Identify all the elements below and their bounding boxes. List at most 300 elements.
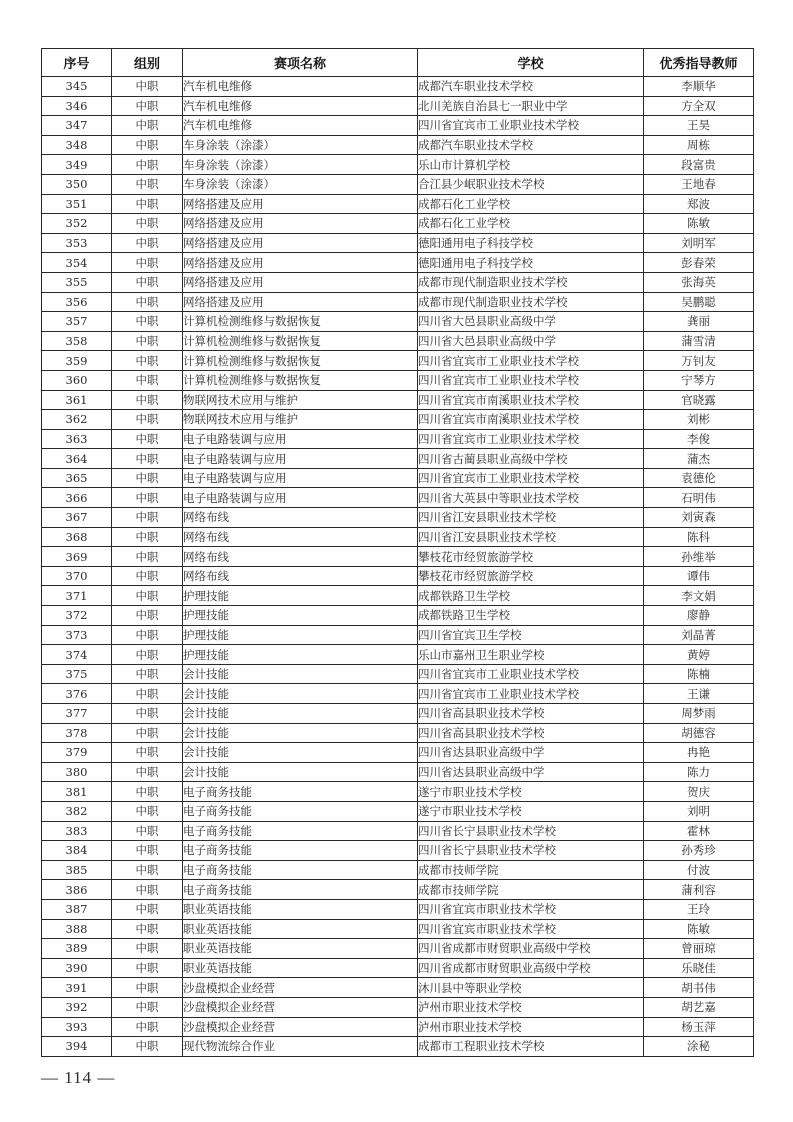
- cell-serial-number: 384: [42, 841, 112, 861]
- cell-serial-number: 361: [42, 390, 112, 410]
- cell-group: 中职: [112, 841, 183, 861]
- cell-group: 中职: [112, 664, 183, 684]
- cell-group: 中职: [112, 899, 183, 919]
- cell-school: 四川省宜宾市工业职业技术学校: [418, 664, 644, 684]
- cell-school: 沐川县中等职业学校: [418, 978, 644, 998]
- cell-serial-number: 394: [42, 1037, 112, 1057]
- cell-instructor: 陈科: [644, 527, 754, 547]
- header-group: 组别: [112, 49, 183, 77]
- table-row: [42, 312, 754, 332]
- cell-competition-name: 护理技能: [183, 606, 418, 626]
- cell-competition-name: 会计技能: [183, 762, 418, 782]
- table-row: [42, 233, 754, 253]
- cell-competition-name: 电子商务技能: [183, 841, 418, 861]
- table-row: [42, 684, 754, 704]
- cell-competition-name: 沙盘模拟企业经营: [183, 1017, 418, 1037]
- cell-instructor: 袁德伦: [644, 468, 754, 488]
- table-row: [42, 449, 754, 469]
- cell-school: 成都铁路卫生学校: [418, 586, 644, 606]
- cell-competition-name: 电子电路装调与应用: [183, 429, 418, 449]
- cell-competition-name: 网络搭建及应用: [183, 272, 418, 292]
- cell-serial-number: 357: [42, 312, 112, 332]
- cell-competition-name: 车身涂装（涂漆）: [183, 135, 418, 155]
- cell-serial-number: 366: [42, 488, 112, 508]
- cell-instructor: 付波: [644, 860, 754, 880]
- table-row: [42, 194, 754, 214]
- cell-serial-number: 364: [42, 449, 112, 469]
- header-competition-name: 赛项名称: [183, 49, 418, 77]
- cell-group: 中职: [112, 96, 183, 116]
- table-row: [42, 468, 754, 488]
- cell-instructor: 蒲雪清: [644, 331, 754, 351]
- cell-group: 中职: [112, 292, 183, 312]
- cell-instructor: 曾丽琼: [644, 939, 754, 959]
- cell-serial-number: 387: [42, 899, 112, 919]
- cell-serial-number: 378: [42, 723, 112, 743]
- table-row: [42, 96, 754, 116]
- table-row: [42, 429, 754, 449]
- cell-instructor: 刘寅森: [644, 508, 754, 528]
- cell-school: 四川省古蔺县职业高级中学校: [418, 449, 644, 469]
- cell-group: 中职: [112, 312, 183, 332]
- cell-school: 四川省宜宾市工业职业技术学校: [418, 116, 644, 136]
- cell-serial-number: 375: [42, 664, 112, 684]
- cell-competition-name: 网络搭建及应用: [183, 233, 418, 253]
- table-row: [42, 919, 754, 939]
- cell-school: 四川省长宁县职业技术学校: [418, 841, 644, 861]
- cell-instructor: 郑波: [644, 194, 754, 214]
- cell-school: 四川省江安县职业技术学校: [418, 508, 644, 528]
- cell-group: 中职: [112, 233, 183, 253]
- cell-instructor: 王谦: [644, 684, 754, 704]
- cell-serial-number: 350: [42, 174, 112, 194]
- cell-serial-number: 359: [42, 351, 112, 371]
- table-row: [42, 135, 754, 155]
- cell-group: 中职: [112, 527, 183, 547]
- cell-group: 中职: [112, 997, 183, 1017]
- cell-school: 合江县少岷职业技术学校: [418, 174, 644, 194]
- cell-group: 中职: [112, 194, 183, 214]
- cell-instructor: 蒲杰: [644, 449, 754, 469]
- table-row: [42, 527, 754, 547]
- cell-group: 中职: [112, 821, 183, 841]
- cell-competition-name: 计算机检测维修与数据恢复: [183, 351, 418, 371]
- cell-competition-name: 网络布线: [183, 508, 418, 528]
- cell-competition-name: 电子商务技能: [183, 782, 418, 802]
- cell-competition-name: 汽车机电维修: [183, 77, 418, 97]
- cell-instructor: 冉艳: [644, 743, 754, 763]
- cell-competition-name: 车身涂装（涂漆）: [183, 174, 418, 194]
- cell-school: 攀枝花市经贸旅游学校: [418, 547, 644, 567]
- cell-competition-name: 会计技能: [183, 664, 418, 684]
- cell-group: 中职: [112, 331, 183, 351]
- cell-school: 四川省成都市财贸职业高级中学校: [418, 958, 644, 978]
- table-row: [42, 1037, 754, 1057]
- table-row: [42, 899, 754, 919]
- cell-instructor: 张海英: [644, 272, 754, 292]
- cell-group: 中职: [112, 410, 183, 430]
- cell-group: 中职: [112, 684, 183, 704]
- cell-school: 成都市技师学院: [418, 880, 644, 900]
- cell-group: 中职: [112, 743, 183, 763]
- cell-competition-name: 电子电路装调与应用: [183, 468, 418, 488]
- cell-instructor: 胡德容: [644, 723, 754, 743]
- table-row: [42, 253, 754, 273]
- cell-school: 四川省江安县职业技术学校: [418, 527, 644, 547]
- cell-competition-name: 职业英语技能: [183, 939, 418, 959]
- table-row: [42, 704, 754, 724]
- cell-instructor: 孙维举: [644, 547, 754, 567]
- cell-competition-name: 网络搭建及应用: [183, 194, 418, 214]
- cell-school: 德阳通用电子科技学校: [418, 233, 644, 253]
- cell-school: 四川省大邑县职业高级中学: [418, 331, 644, 351]
- cell-competition-name: 汽车机电维修: [183, 96, 418, 116]
- cell-competition-name: 物联网技术应用与维护: [183, 410, 418, 430]
- table-row: [42, 272, 754, 292]
- cell-instructor: 王玲: [644, 899, 754, 919]
- cell-school: 泸州市职业技术学校: [418, 1017, 644, 1037]
- cell-school: 北川羌族自治县七一职业中学: [418, 96, 644, 116]
- cell-group: 中职: [112, 429, 183, 449]
- cell-school: 成都石化工业学校: [418, 194, 644, 214]
- cell-competition-name: 会计技能: [183, 704, 418, 724]
- cell-school: 四川省宜宾市南溪职业技术学校: [418, 410, 644, 430]
- cell-group: 中职: [112, 704, 183, 724]
- cell-school: 成都市工程职业技术学校: [418, 1037, 644, 1057]
- cell-group: 中职: [112, 1037, 183, 1057]
- cell-group: 中职: [112, 801, 183, 821]
- cell-instructor: 贺庆: [644, 782, 754, 802]
- table-body: [42, 77, 754, 1057]
- cell-serial-number: 389: [42, 939, 112, 959]
- cell-serial-number: 393: [42, 1017, 112, 1037]
- table-row: [42, 586, 754, 606]
- cell-group: 中职: [112, 449, 183, 469]
- table-row: [42, 370, 754, 390]
- cell-competition-name: 沙盘模拟企业经营: [183, 997, 418, 1017]
- cell-group: 中职: [112, 390, 183, 410]
- cell-school: 德阳通用电子科技学校: [418, 253, 644, 273]
- table-row: [42, 841, 754, 861]
- cell-serial-number: 370: [42, 566, 112, 586]
- cell-competition-name: 计算机检测维修与数据恢复: [183, 331, 418, 351]
- cell-instructor: 李俊: [644, 429, 754, 449]
- cell-serial-number: 391: [42, 978, 112, 998]
- cell-school: 遂宁市职业技术学校: [418, 782, 644, 802]
- cell-instructor: 胡书伟: [644, 978, 754, 998]
- cell-school: 四川省达县职业高级中学: [418, 762, 644, 782]
- cell-school: 成都汽车职业技术学校: [418, 135, 644, 155]
- cell-instructor: 李顺华: [644, 77, 754, 97]
- table-row: [42, 410, 754, 430]
- table-row: [42, 939, 754, 959]
- table-row: [42, 155, 754, 175]
- cell-competition-name: 电子电路装调与应用: [183, 449, 418, 469]
- cell-serial-number: 369: [42, 547, 112, 567]
- cell-group: 中职: [112, 978, 183, 998]
- table-row: [42, 292, 754, 312]
- cell-group: 中职: [112, 351, 183, 371]
- cell-group: 中职: [112, 586, 183, 606]
- cell-competition-name: 电子商务技能: [183, 860, 418, 880]
- cell-serial-number: 346: [42, 96, 112, 116]
- cell-serial-number: 371: [42, 586, 112, 606]
- cell-instructor: 霍林: [644, 821, 754, 841]
- cell-school: 四川省高县职业技术学校: [418, 704, 644, 724]
- cell-school: 四川省宜宾市职业技术学校: [418, 899, 644, 919]
- cell-serial-number: 388: [42, 919, 112, 939]
- cell-group: 中职: [112, 919, 183, 939]
- cell-group: 中职: [112, 782, 183, 802]
- table-row: [42, 331, 754, 351]
- cell-school: 四川省宜宾市工业职业技术学校: [418, 370, 644, 390]
- cell-group: 中职: [112, 566, 183, 586]
- cell-instructor: 陈敏: [644, 919, 754, 939]
- cell-serial-number: 390: [42, 958, 112, 978]
- cell-school: 遂宁市职业技术学校: [418, 801, 644, 821]
- cell-serial-number: 383: [42, 821, 112, 841]
- cell-school: 四川省宜宾市工业职业技术学校: [418, 468, 644, 488]
- cell-serial-number: 352: [42, 214, 112, 234]
- cell-serial-number: 386: [42, 880, 112, 900]
- table-row: [42, 664, 754, 684]
- cell-serial-number: 381: [42, 782, 112, 802]
- cell-group: 中职: [112, 272, 183, 292]
- cell-group: 中职: [112, 880, 183, 900]
- cell-competition-name: 网络搭建及应用: [183, 253, 418, 273]
- cell-group: 中职: [112, 508, 183, 528]
- cell-competition-name: 网络布线: [183, 547, 418, 567]
- cell-serial-number: 376: [42, 684, 112, 704]
- table-row: [42, 488, 754, 508]
- cell-instructor: 涂秘: [644, 1037, 754, 1057]
- cell-school: 四川省宜宾市工业职业技术学校: [418, 684, 644, 704]
- cell-school: 成都市现代制造职业技术学校: [418, 292, 644, 312]
- cell-competition-name: 汽车机电维修: [183, 116, 418, 136]
- cell-instructor: 廖静: [644, 606, 754, 626]
- cell-competition-name: 计算机检测维修与数据恢复: [183, 312, 418, 332]
- cell-group: 中职: [112, 370, 183, 390]
- cell-serial-number: 354: [42, 253, 112, 273]
- table-row: [42, 214, 754, 234]
- cell-school: 四川省宜宾市南溪职业技术学校: [418, 390, 644, 410]
- cell-group: 中职: [112, 939, 183, 959]
- table-row: [42, 801, 754, 821]
- award-table: [41, 48, 754, 1057]
- cell-school: 乐山市计算机学校: [418, 155, 644, 175]
- cell-competition-name: 网络搭建及应用: [183, 214, 418, 234]
- cell-instructor: 黄婷: [644, 645, 754, 665]
- cell-instructor: 刘明军: [644, 233, 754, 253]
- table-header-row: [42, 49, 754, 77]
- table-row: [42, 606, 754, 626]
- cell-instructor: 周栋: [644, 135, 754, 155]
- table-row: [42, 566, 754, 586]
- cell-competition-name: 计算机检测维修与数据恢复: [183, 370, 418, 390]
- cell-instructor: 周梦雨: [644, 704, 754, 724]
- cell-instructor: 彭春荣: [644, 253, 754, 273]
- table-row: [42, 743, 754, 763]
- cell-instructor: 蒲利容: [644, 880, 754, 900]
- cell-instructor: 刘彬: [644, 410, 754, 430]
- cell-group: 中职: [112, 116, 183, 136]
- cell-group: 中职: [112, 645, 183, 665]
- cell-school: 攀枝花市经贸旅游学校: [418, 566, 644, 586]
- cell-instructor: 宁琴方: [644, 370, 754, 390]
- table-row: [42, 77, 754, 97]
- cell-school: 成都市技师学院: [418, 860, 644, 880]
- cell-school: 四川省宜宾卫生学校: [418, 625, 644, 645]
- cell-serial-number: 373: [42, 625, 112, 645]
- cell-instructor: 龚丽: [644, 312, 754, 332]
- cell-serial-number: 374: [42, 645, 112, 665]
- cell-competition-name: 电子商务技能: [183, 821, 418, 841]
- cell-serial-number: 362: [42, 410, 112, 430]
- cell-competition-name: 会计技能: [183, 723, 418, 743]
- cell-competition-name: 物联网技术应用与维护: [183, 390, 418, 410]
- cell-instructor: 胡艺嘉: [644, 997, 754, 1017]
- table-row: [42, 958, 754, 978]
- cell-school: 成都铁路卫生学校: [418, 606, 644, 626]
- cell-instructor: 孙秀珍: [644, 841, 754, 861]
- cell-serial-number: 372: [42, 606, 112, 626]
- cell-serial-number: 345: [42, 77, 112, 97]
- cell-serial-number: 392: [42, 997, 112, 1017]
- cell-serial-number: 379: [42, 743, 112, 763]
- cell-competition-name: 职业英语技能: [183, 899, 418, 919]
- cell-school: 四川省高县职业技术学校: [418, 723, 644, 743]
- cell-school: 成都石化工业学校: [418, 214, 644, 234]
- cell-serial-number: 351: [42, 194, 112, 214]
- cell-serial-number: 349: [42, 155, 112, 175]
- table-row: [42, 116, 754, 136]
- cell-competition-name: 电子商务技能: [183, 880, 418, 900]
- cell-instructor: 官晓露: [644, 390, 754, 410]
- cell-competition-name: 现代物流综合作业: [183, 1037, 418, 1057]
- cell-competition-name: 职业英语技能: [183, 919, 418, 939]
- cell-instructor: 陈敏: [644, 214, 754, 234]
- cell-group: 中职: [112, 1017, 183, 1037]
- cell-group: 中职: [112, 606, 183, 626]
- cell-school: 四川省宜宾市工业职业技术学校: [418, 351, 644, 371]
- cell-school: 成都汽车职业技术学校: [418, 77, 644, 97]
- cell-school: 泸州市职业技术学校: [418, 997, 644, 1017]
- cell-competition-name: 会计技能: [183, 684, 418, 704]
- table-row: [42, 351, 754, 371]
- cell-instructor: 杨玉萍: [644, 1017, 754, 1037]
- cell-school: 四川省宜宾市职业技术学校: [418, 919, 644, 939]
- table-row: [42, 1017, 754, 1037]
- cell-group: 中职: [112, 253, 183, 273]
- cell-serial-number: 348: [42, 135, 112, 155]
- cell-group: 中职: [112, 174, 183, 194]
- cell-competition-name: 车身涂装（涂漆）: [183, 155, 418, 175]
- cell-serial-number: 347: [42, 116, 112, 136]
- page-number: — 114 —: [41, 1068, 116, 1087]
- table-row: [42, 508, 754, 528]
- cell-instructor: 王地春: [644, 174, 754, 194]
- cell-competition-name: 网络布线: [183, 527, 418, 547]
- cell-school: 乐山市嘉州卫生职业学校: [418, 645, 644, 665]
- cell-instructor: 吴鹏聪: [644, 292, 754, 312]
- cell-competition-name: 护理技能: [183, 586, 418, 606]
- table-row: [42, 821, 754, 841]
- cell-instructor: 刘晶菁: [644, 625, 754, 645]
- cell-serial-number: 358: [42, 331, 112, 351]
- cell-instructor: 刘明: [644, 801, 754, 821]
- cell-competition-name: 职业英语技能: [183, 958, 418, 978]
- cell-competition-name: 沙盘模拟企业经营: [183, 978, 418, 998]
- cell-group: 中职: [112, 723, 183, 743]
- cell-instructor: 王昊: [644, 116, 754, 136]
- table-row: [42, 762, 754, 782]
- table-row: [42, 625, 754, 645]
- header-serial-number: 序号: [42, 49, 112, 77]
- table-row: [42, 390, 754, 410]
- cell-school: 四川省成都市财贸职业高级中学校: [418, 939, 644, 959]
- cell-school: 四川省达县职业高级中学: [418, 743, 644, 763]
- cell-serial-number: 365: [42, 468, 112, 488]
- cell-serial-number: 356: [42, 292, 112, 312]
- cell-group: 中职: [112, 625, 183, 645]
- cell-group: 中职: [112, 214, 183, 234]
- cell-group: 中职: [112, 860, 183, 880]
- cell-competition-name: 电子商务技能: [183, 801, 418, 821]
- table-row: [42, 645, 754, 665]
- cell-group: 中职: [112, 762, 183, 782]
- table-row: [42, 860, 754, 880]
- cell-competition-name: 会计技能: [183, 743, 418, 763]
- table-row: [42, 723, 754, 743]
- cell-group: 中职: [112, 135, 183, 155]
- table-row: [42, 997, 754, 1017]
- table-row: [42, 174, 754, 194]
- cell-serial-number: 355: [42, 272, 112, 292]
- cell-instructor: 段富贵: [644, 155, 754, 175]
- cell-competition-name: 网络搭建及应用: [183, 292, 418, 312]
- header-school: 学校: [418, 49, 644, 77]
- cell-serial-number: 385: [42, 860, 112, 880]
- cell-group: 中职: [112, 547, 183, 567]
- cell-instructor: 万钊友: [644, 351, 754, 371]
- table-row: [42, 880, 754, 900]
- cell-group: 中职: [112, 155, 183, 175]
- cell-serial-number: 382: [42, 801, 112, 821]
- cell-competition-name: 护理技能: [183, 645, 418, 665]
- cell-serial-number: 380: [42, 762, 112, 782]
- cell-serial-number: 368: [42, 527, 112, 547]
- cell-school: 成都市现代制造职业技术学校: [418, 272, 644, 292]
- cell-group: 中职: [112, 958, 183, 978]
- cell-instructor: 李文娟: [644, 586, 754, 606]
- table-row: [42, 547, 754, 567]
- table-row: [42, 978, 754, 998]
- cell-instructor: 谭伟: [644, 566, 754, 586]
- cell-instructor: 方全双: [644, 96, 754, 116]
- header-instructor: 优秀指导教师: [644, 49, 754, 77]
- cell-serial-number: 363: [42, 429, 112, 449]
- cell-competition-name: 网络布线: [183, 566, 418, 586]
- cell-school: 四川省宜宾市工业职业技术学校: [418, 429, 644, 449]
- cell-school: 四川省长宁县职业技术学校: [418, 821, 644, 841]
- cell-serial-number: 353: [42, 233, 112, 253]
- cell-instructor: 陈力: [644, 762, 754, 782]
- cell-serial-number: 367: [42, 508, 112, 528]
- table-row: [42, 782, 754, 802]
- cell-instructor: 乐晓佳: [644, 958, 754, 978]
- cell-instructor: 陈楠: [644, 664, 754, 684]
- cell-serial-number: 377: [42, 704, 112, 724]
